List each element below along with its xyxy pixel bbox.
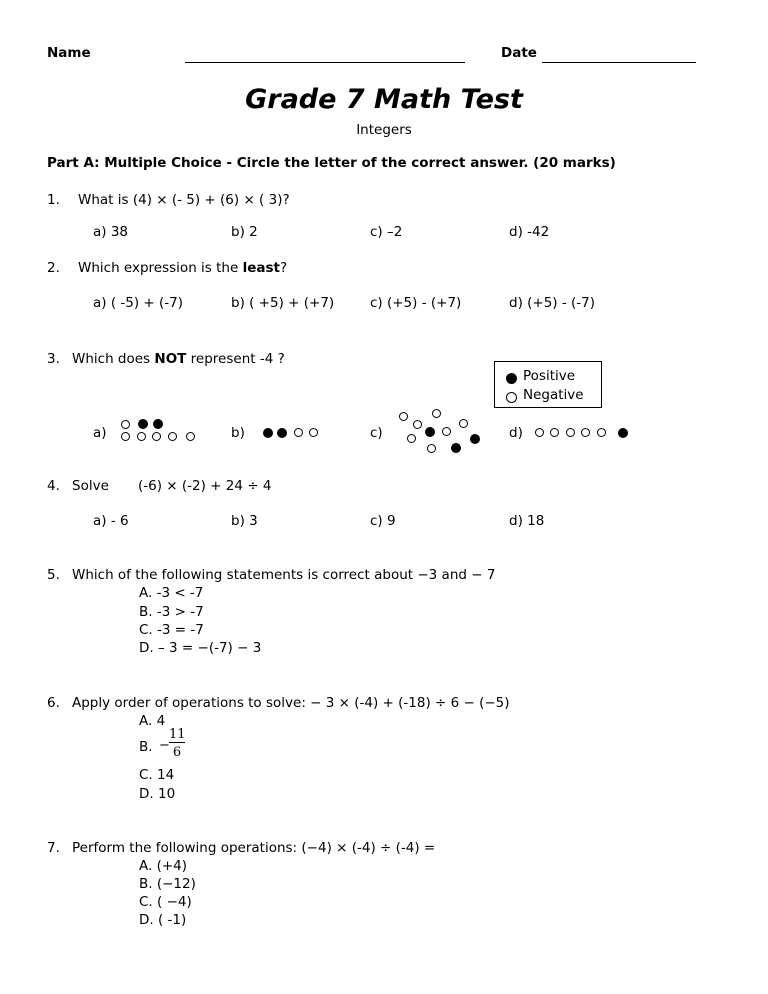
q4-expression: (-6) × (-2) + 24 ÷ 4 <box>138 478 272 494</box>
negative-dot-icon <box>442 427 451 436</box>
q1-option-d: d) -42 <box>509 224 550 240</box>
q6-text: Apply order of operations to solve: − 3 × (-4) + (-18) ÷ 6 − (−5) <box>72 695 510 711</box>
q3-option-a-label: a) <box>93 425 107 441</box>
negative-dot-icon <box>535 428 544 437</box>
part-a-heading: Part A: Multiple Choice - Circle the letter of the correct answer. (20 marks) <box>47 155 616 171</box>
page-subtitle: Integers <box>356 122 412 138</box>
q1-number: 1. <box>47 192 60 208</box>
positive-dot-icon <box>138 419 148 429</box>
q1-option-a: a) 38 <box>93 224 129 240</box>
positive-dot-icon <box>451 443 461 453</box>
name-label: Name <box>47 45 91 61</box>
q6-option-A: A. 4 <box>139 713 166 729</box>
q4-option-b: b) 3 <box>231 513 258 529</box>
q2-option-c: c) (+5) - (+7) <box>370 295 462 311</box>
negative-dot-icon <box>309 428 318 437</box>
q6-option-B: B. <box>139 739 153 755</box>
q3-number: 3. <box>47 351 60 367</box>
positive-dot-icon <box>263 428 273 438</box>
q3-text: Which does NOT represent -4 ? <box>72 351 285 367</box>
q7-option-C: C. ( −4) <box>139 894 192 910</box>
q1-option-c: c) –2 <box>370 224 403 240</box>
negative-dot-icon <box>137 432 146 441</box>
legend-positive-label: Positive <box>523 368 576 384</box>
q6-number: 6. <box>47 695 60 711</box>
negative-dot-icon <box>581 428 590 437</box>
negative-dot-icon <box>186 432 195 441</box>
legend-box <box>494 361 602 408</box>
negative-dot-icon <box>566 428 575 437</box>
q7-option-A: A. (+4) <box>139 858 188 874</box>
q1-text: What is (4) × (- 5) + (6) × ( 3)? <box>78 192 290 208</box>
q5-text: Which of the following statements is correct about −3 and − 7 <box>72 567 496 583</box>
negative-dot-icon <box>432 409 441 418</box>
positive-dot-icon <box>153 419 163 429</box>
q2-number: 2. <box>47 260 60 276</box>
negative-dot-icon <box>152 432 161 441</box>
negative-dot-icon <box>413 420 422 429</box>
q4-number: 4. <box>47 478 60 494</box>
q7-number: 7. <box>47 840 60 856</box>
date-line <box>542 62 696 63</box>
q2-option-d: d) (+5) - (-7) <box>509 295 596 311</box>
q4-option-a: a) - 6 <box>93 513 129 529</box>
q5-option-D: D. – 3 = −(-7) − 3 <box>139 640 262 656</box>
legend-negative-label: Negative <box>523 387 584 403</box>
negative-dot-icon <box>427 444 436 453</box>
negative-dot-icon <box>459 419 468 428</box>
positive-dot-icon <box>618 428 628 438</box>
q7-option-D: D. ( -1) <box>139 912 187 928</box>
negative-dot-icon <box>121 432 130 441</box>
q7-option-B: B. (−12) <box>139 876 196 892</box>
q2-option-b: b) ( +5) + (+7) <box>231 295 335 311</box>
negative-dot-icon <box>550 428 559 437</box>
q6-option-D: D. 10 <box>139 786 176 802</box>
q5-number: 5. <box>47 567 60 583</box>
negative-dot-icon <box>399 412 408 421</box>
negative-dot-icon <box>294 428 303 437</box>
positive-dot-icon <box>277 428 287 438</box>
q6-option-B-denominator: 6 <box>172 745 182 760</box>
negative-dot-icon <box>407 434 416 443</box>
name-line <box>185 62 465 63</box>
q5-option-C: C. -3 = -7 <box>139 622 204 638</box>
q4-option-d: d) 18 <box>509 513 545 529</box>
negative-dot-icon <box>168 432 177 441</box>
q6-option-B-sign: − <box>159 738 170 753</box>
q6-option-B-numerator: 11 <box>169 727 186 742</box>
q5-option-A: A. -3 < -7 <box>139 585 204 601</box>
q6-option-C: C. 14 <box>139 767 175 783</box>
negative-dot-icon <box>121 420 130 429</box>
q5-option-B: B. -3 > -7 <box>139 604 204 620</box>
page-title: Grade 7 Math Test <box>245 84 523 115</box>
positive-dot-icon <box>506 373 517 384</box>
q4-label: Solve <box>72 478 109 494</box>
negative-dot-icon <box>506 392 517 403</box>
q3-option-b-label: b) <box>231 425 245 441</box>
q3-option-c-label: c) <box>370 425 383 441</box>
date-label: Date <box>501 45 537 61</box>
q1-option-b: b) 2 <box>231 224 258 240</box>
q4-option-c: c) 9 <box>370 513 396 529</box>
positive-dot-icon <box>425 427 435 437</box>
q2-option-a: a) ( -5) + (-7) <box>93 295 184 311</box>
q7-text: Perform the following operations: (−4) × (-4) ÷ (-4) = <box>72 840 436 856</box>
negative-dot-icon <box>597 428 606 437</box>
q2-text: Which expression is the least? <box>78 260 288 276</box>
q3-option-d-label: d) <box>509 425 523 441</box>
positive-dot-icon <box>470 434 480 444</box>
